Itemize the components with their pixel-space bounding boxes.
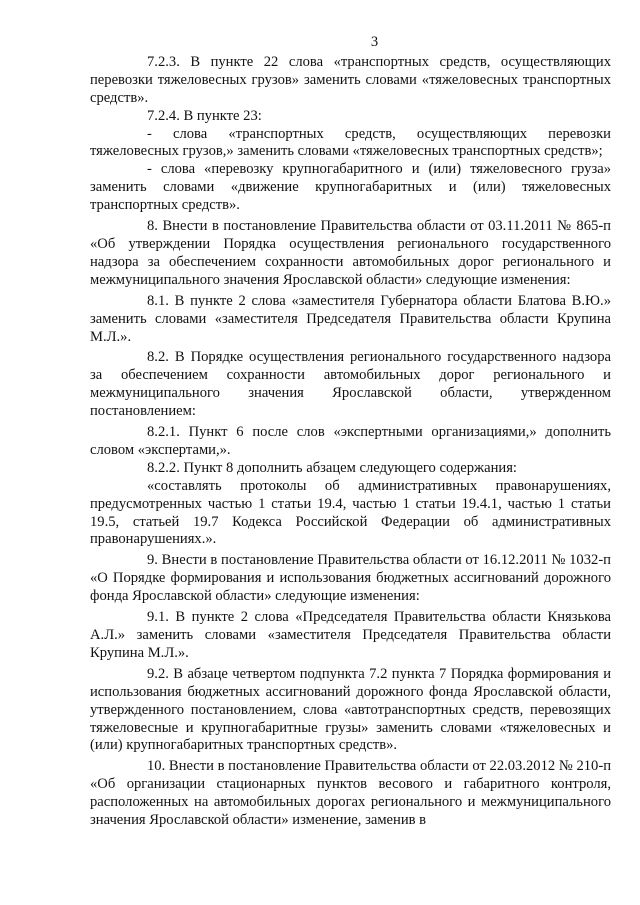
paragraph-10: 10. Внести в постановление Правительства области от 22.03.2012 № 210-п «Об организации стационарных пунктов весового и габаритного контроля, расположенных на автомобильных дорогах регионального и межмуниципального значения Ярославской области» изменение, заменив в: [90, 758, 611, 829]
paragraph-8-2: 8.2. В Порядке осуществления регионального государственного надзора за обеспечением сохранности автомобильных дорог регионального и межмуниципального значения Ярославской области, утвержденном постановлением:: [90, 349, 611, 420]
paragraph-7-2-4-item-1: - слова «транспортных средств, осуществляющих перевозки тяжеловесных грузов,» заменить словами «тяжеловесных транспортных средств»;: [90, 125, 611, 160]
paragraph-9: 9. Внести в постановление Правительства области от 16.12.2011 № 1032-п «О Порядке формирования и использования бюджетных ассигнований дорожного фонда Ярославской области» следующие изменения:: [90, 552, 611, 605]
paragraph-7-2-4-item-2: - слова «перевозку крупногабаритного и (или) тяжеловесного груза» заменить словами «движение крупногабаритных и (или) тяжеловесных транспортных средств».: [90, 161, 611, 214]
paragraph-8-2-1: 8.2.1. Пункт 6 после слов «экспертными организациями,» дополнить словом «экспертами,».: [90, 424, 611, 458]
paragraph-7-2-3: 7.2.3. В пункте 22 слова «транспортных средств, осуществляющих перевозки тяжеловесных грузов» заменить словами «тяжеловесных транспортных средств».: [90, 53, 611, 106]
paragraph-8-2-2-quote: «составлять протоколы об административных правонарушениях, предусмотренных частью 1 статьи 19.4, частью 1 статьи 19.4.1, частью 1 статьи 19.5, статьей 19.7 Кодекса Российской Федерации об административных правонарушениях.».: [90, 477, 611, 548]
paragraph-9-2: 9.2. В абзаце четвертом подпункта 7.2 пункта 7 Порядка формирования и использования бюджетных ассигнований дорожного фонда Ярославской области, утвержденного постановлением, слова «автотранспортных средств, перевозящих тяжеловесные и крупногабаритные грузы» заменить словами «тяжеловесных и (или) крупногабаритных транспортных средств».: [90, 665, 611, 754]
paragraph-8-2-2: 8.2.2. Пункт 8 дополнить абзацем следующего содержания:: [147, 459, 517, 476]
paragraph-7-2-4: 7.2.4. В пункте 23:: [147, 107, 262, 124]
page-number: 3: [370, 34, 379, 50]
paragraph-8-1: 8.1. В пункте 2 слова «заместителя Губернатора области Блатова В.Ю.» заменить словами «заместителя Председателя Правительства области Крупина М.Л.».: [90, 292, 611, 345]
paragraph-8: 8. Внести в постановление Правительства области от 03.11.2011 № 865-п «Об утверждении Порядка осуществления регионального государственного надзора за обеспечением сохранности автомобильных дорог регионального и межмуниципального значения Ярославской области» следующие изменения:: [90, 218, 611, 288]
document-page: [90, 34, 611, 830]
paragraph-9-1: 9.1. В пункте 2 слова «Председателя Правительства области Князькова А.Л.» заменить словами «заместителя Председателя Правительства области Крупина М.Л.».: [90, 609, 611, 661]
